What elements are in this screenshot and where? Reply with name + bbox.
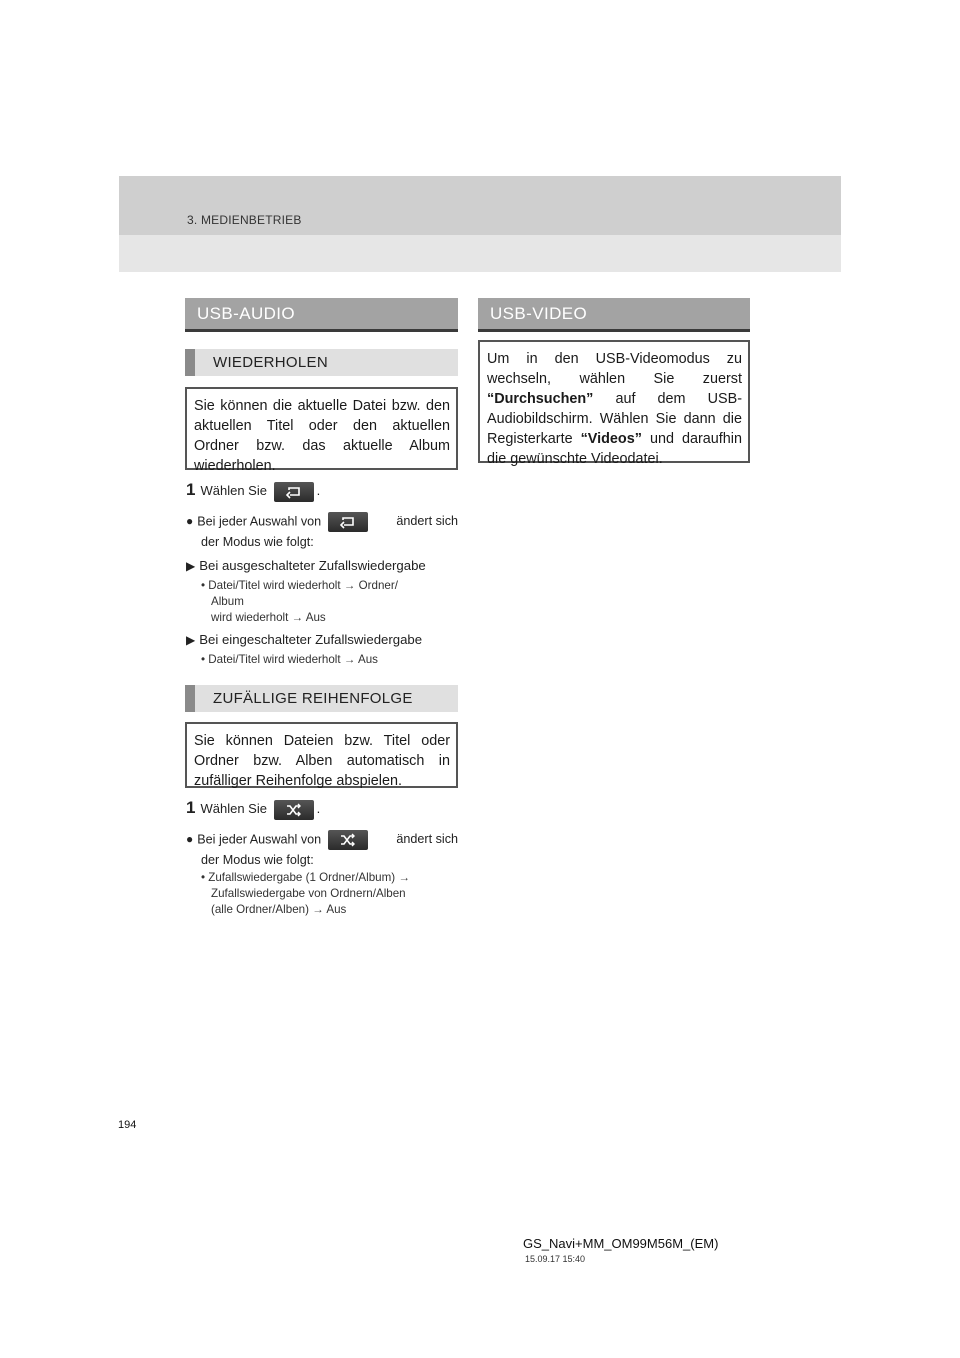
case-shuffle-off-line3: wird wiederholt → Aus xyxy=(211,611,326,624)
shuffle-icon[interactable] xyxy=(274,800,314,820)
case-shuffle-on-title: ▶ Bei eingeschalteter Zufallswiedergabe xyxy=(186,632,423,647)
repeat-icon[interactable] xyxy=(328,512,368,532)
repeat-icon[interactable] xyxy=(274,482,314,502)
browse-label: “Durchsuchen” xyxy=(487,391,594,407)
repeat-mode-bullet: ● Bei jeder Auswahl von ändert sich xyxy=(186,512,458,532)
shuffle-icon[interactable] xyxy=(328,830,368,850)
case-shuffle-off-title: ▶ Bei ausgeschalteter Zufallswiedergabe xyxy=(186,558,426,573)
subsection-marker xyxy=(185,685,195,712)
section-title-usb-audio: USB-AUDIO xyxy=(185,298,458,332)
videos-tab-label: “Videos” xyxy=(580,431,642,447)
shuffle-mode-bullet-line2: der Modus wie folgt: xyxy=(201,853,314,867)
repeat-mode-bullet-line2: der Modus wie folgt: xyxy=(201,535,314,549)
subsection-title-repeat: WIEDERHOLEN xyxy=(185,349,458,376)
case-shuffle-off-line1: • Datei/Titel wird wiederholt → Ordner/ xyxy=(201,579,398,592)
shuffle-mode-line1: • Zufallswiedergabe (1 Ordner/Album) → xyxy=(201,871,410,884)
shuffle-step-1: 1 Wählen Sie . xyxy=(186,798,320,820)
header-top-strip xyxy=(119,176,841,235)
header-band xyxy=(119,176,841,272)
repeat-intro-box: Sie können die aktuelle Datei bzw. den aktuellen Titel oder den aktuellen Ordner bzw. das aktuelle Album wiederholen. xyxy=(185,387,458,470)
case-shuffle-off-line2: Album xyxy=(211,595,244,608)
chapter-label: 3. MEDIENBETRIEB xyxy=(187,213,302,227)
document-timestamp: 15.09.17 15:40 xyxy=(525,1254,586,1264)
case-shuffle-on-line1: • Datei/Titel wird wiederholt → Aus xyxy=(201,653,378,666)
shuffle-mode-line2: Zufallswiedergabe von Ordnern/Alben xyxy=(211,887,406,900)
subsection-title-shuffle: ZUFÄLLIGE REIHENFOLGE xyxy=(185,685,458,712)
usb-video-box: Um in den USB-Videomodus zu wechseln, wählen Sie zuerst “Durchsuchen” auf dem USB-Audiobildschirm. Wählen Sie dann die Registerkarte “Videos” und daraufhin die gewünschte Videodatei. xyxy=(478,340,750,463)
repeat-step-1: 1 Wählen Sie . xyxy=(186,480,320,502)
shuffle-intro-box: Sie können Dateien bzw. Titel oder Ordner bzw. Alben automatisch in zufälliger Reihenfolge abspielen. xyxy=(185,722,458,788)
subsection-marker xyxy=(185,349,195,376)
document-code: GS_Navi+MM_OM99M56M_(EM) xyxy=(523,1236,719,1251)
shuffle-mode-bullet: ● Bei jeder Auswahl von ändert sich xyxy=(186,830,458,850)
section-title-usb-video: USB-VIDEO xyxy=(478,298,750,332)
shuffle-mode-line3: (alle Ordner/Alben) → Aus xyxy=(211,903,347,916)
page-number: 194 xyxy=(118,1119,137,1131)
